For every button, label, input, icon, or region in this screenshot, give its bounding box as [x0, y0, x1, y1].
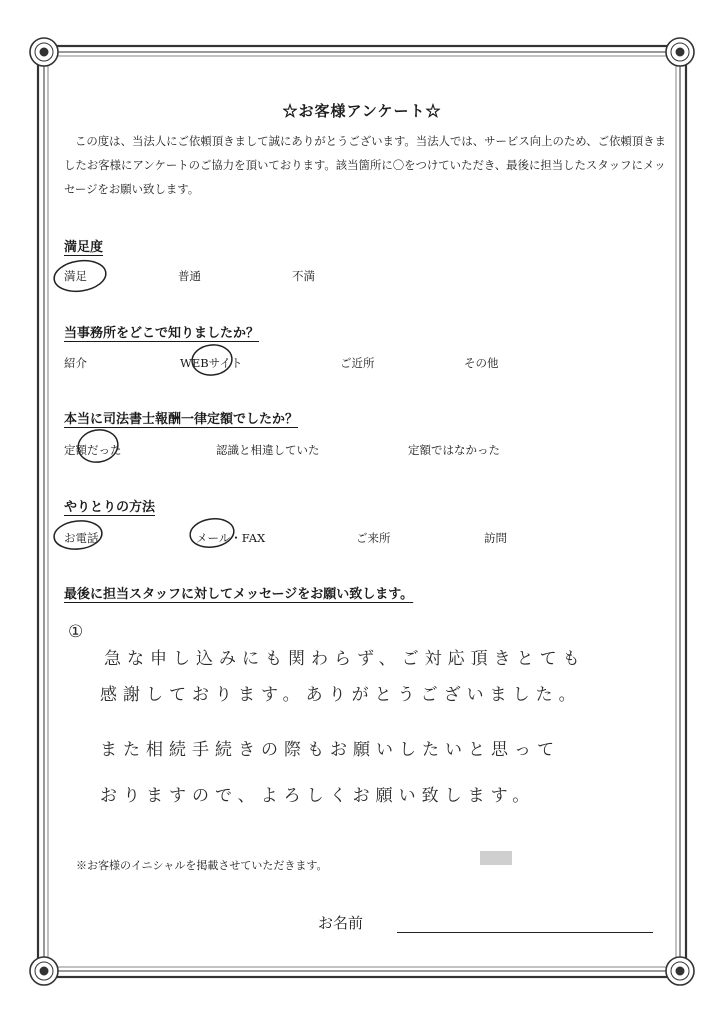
message-heading: 最後に担当スタッフに対してメッセージをお願い致します。	[64, 587, 414, 602]
option-satisfied[interactable]: 満足	[64, 269, 87, 283]
handwritten-line-3: また相続手続きの際もお願いしたいと思って	[100, 740, 560, 760]
option-phone[interactable]: お電話	[64, 531, 99, 545]
corner-ornament-bottom-right	[666, 957, 694, 985]
option-other[interactable]: その他	[464, 356, 499, 370]
option-website[interactable]: WEBサイト	[180, 356, 243, 370]
option-not-fixed[interactable]: 定額ではなかった	[408, 443, 500, 457]
option-neighborhood[interactable]: ご近所	[340, 356, 375, 370]
question-satisfaction-heading: 満足度	[64, 240, 104, 255]
redacted-initials	[480, 851, 512, 865]
option-average[interactable]: 普通	[178, 269, 201, 283]
name-label: お名前	[318, 914, 364, 932]
corner-ornament-top-left	[30, 38, 58, 66]
handwritten-line-4: おりますので、よろしくお願い致します。	[100, 786, 536, 806]
option-dissatisfied[interactable]: 不満	[292, 269, 315, 283]
option-home-visit[interactable]: 訪問	[484, 531, 507, 545]
option-fixed-fee[interactable]: 定額だった	[64, 443, 122, 457]
option-mail-fax[interactable]: メール・FAX	[196, 531, 266, 545]
handwritten-line-2: 感謝しております。ありがとうございました。	[100, 685, 582, 705]
option-referral[interactable]: 紹介	[64, 356, 87, 370]
corner-ornament-bottom-left	[30, 957, 58, 985]
name-signature-line[interactable]	[397, 932, 653, 933]
question-contact-heading: やりとりの方法	[64, 500, 156, 515]
option-visit-office[interactable]: ご来所	[356, 531, 391, 545]
question-fee-heading: 本当に司法書士報酬一律定額でしたか？	[64, 412, 299, 427]
handwritten-line-1: 急な申し込みにも関わらず、ご対応頂きとても	[104, 649, 586, 669]
option-different[interactable]: 認識と相違していた	[216, 443, 320, 457]
message-number: ①	[68, 622, 84, 642]
question-source-heading: 当事務所をどこで知りましたか？	[64, 326, 260, 341]
initials-note: ※お客様のイニシャルを掲載させていただきます。	[76, 859, 328, 872]
intro-text: この度は、当法人にご依頼頂きまして誠にありがとうございます。当法人では、サービス向上のため、ご依頼頂きましたお客様にアンケートのご協力を頂いております。該当箇所に〇をつけていただき、最後に担当したスタッフにメッセージをお願い致します。	[64, 134, 666, 196]
survey-title: ☆お客様アンケート☆	[282, 102, 442, 120]
corner-ornament-top-right	[666, 38, 694, 66]
